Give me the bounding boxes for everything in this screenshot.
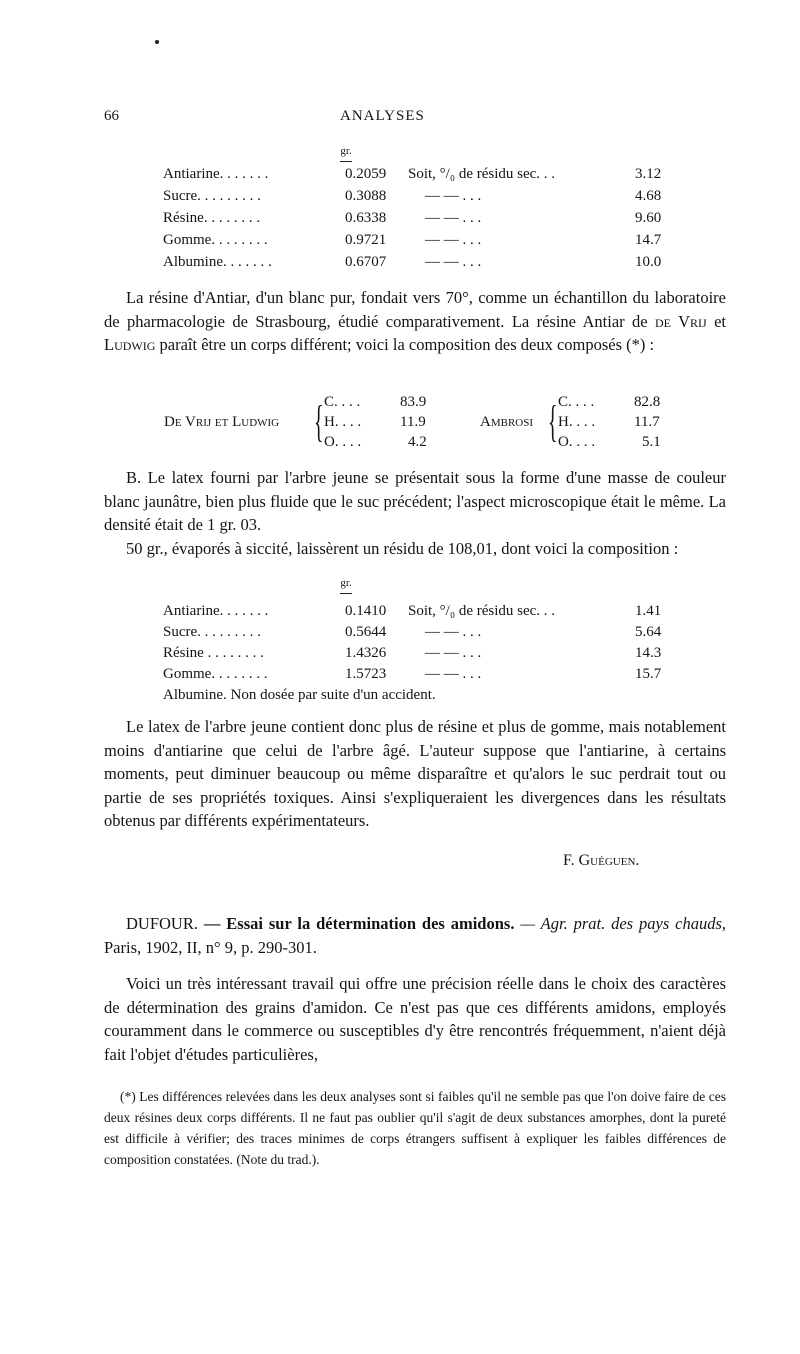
compound-name: Albumine. . . . . . . <box>163 254 272 270</box>
compound-value: 0.2059 <box>345 166 387 182</box>
element-label: O. . . . <box>558 434 596 450</box>
compound-value: 0.5644 <box>345 624 387 640</box>
compound-name: Gomme. . . . . . . . <box>163 232 268 248</box>
element-label: H. . . . <box>324 414 362 430</box>
compound-value: 0.9721 <box>345 232 387 248</box>
paragraph-amidons: Voici un très intéressant travail qui offre une précision réelle dans le choix des caractères de détermination des grains d'amidon. Ce n'est pas que ces différents amidons, employés couramment dans le commerce ou susceptibles d'y être rencontrés fréquemment, n'aient déjà fait l'objet d'études particulières, <box>104 974 726 1064</box>
brace: { <box>548 397 558 446</box>
percent-label: Soit, °/₀ de résidu sec. . . <box>408 166 556 182</box>
compound-value: 1.4326 <box>345 645 387 661</box>
author-name: de Vrij <box>655 311 707 331</box>
composition-right-label: Ambrosi <box>480 414 534 430</box>
percent-label: — — . . . <box>425 645 482 661</box>
compound-value: 0.1410 <box>345 603 387 619</box>
element-value: 11.9 <box>400 414 426 430</box>
compound-value: 0.6707 <box>345 254 387 270</box>
text-run: et <box>706 311 726 331</box>
page-header <box>104 108 726 132</box>
percent-value: 1.41 <box>635 603 662 619</box>
unit-label: gr. <box>340 577 352 589</box>
percent-value: 3.12 <box>635 166 662 182</box>
paragraph-resin <box>104 286 726 357</box>
page-number: 66 <box>104 108 119 124</box>
brace: { <box>314 397 324 446</box>
compound-value: 0.6338 <box>345 210 387 226</box>
unit-header <box>340 146 352 162</box>
unit-label: gr. <box>340 145 352 157</box>
unit-header <box>340 578 352 594</box>
text-run: paraît être un corps différent; voici la composition des deux composés (*) : <box>155 335 655 354</box>
element-value: 83.9 <box>400 394 427 410</box>
footnote: (*) Les différences relevées dans les deux analyses sont si faibles qu'il ne semble pas que l'on doive faire de ces deux résines deux corps différents. Il ne faut pas oublier qu'il s'agit de deux substances amorphes, dont la pureté est difficile à vérifier; des traces minimes de corps étrangers suffisent à expliquer les faibles différences de composition constatées. (Note du trad.). <box>104 1089 726 1167</box>
review-heading <box>104 912 726 959</box>
element-value: 4.2 <box>408 434 427 450</box>
percent-value: 5.64 <box>635 624 662 640</box>
paragraph-evaporation: 50 gr., évaporés à siccité, laissèrent un résidu de 108,01, dont voici la composition : <box>126 539 679 558</box>
percent-value: 14.7 <box>635 232 662 248</box>
element-value: 82.8 <box>634 394 661 410</box>
percent-value: 4.68 <box>635 188 662 204</box>
compound-name: Sucre. . . . . . . . . <box>163 188 261 204</box>
compound-name: Gomme. . . . . . . . <box>163 666 268 682</box>
percent-label: Soit, °/₀ de résidu sec. . . <box>408 603 556 619</box>
percent-label: — — . . . <box>425 666 482 682</box>
review-details: Paris, 1902, II, n° 9, p. 290-301. <box>104 937 317 957</box>
element-value: 11.7 <box>634 414 660 430</box>
element-label: C. . . . <box>558 394 595 410</box>
element-label: O. . . . <box>324 434 362 450</box>
compound-value: 1.5723 <box>345 666 387 682</box>
percent-value: 10.0 <box>635 254 662 270</box>
analysis-table-2 <box>163 603 693 703</box>
compound-name: Antiarine. . . . . . . <box>163 603 269 619</box>
speck-mark <box>155 40 159 44</box>
analysis-table-1 <box>163 166 693 282</box>
element-label: H. . . . <box>558 414 596 430</box>
composition-left-label: De Vrij et Ludwig <box>164 414 280 430</box>
compound-name: Antiarine. . . . . . . <box>163 166 269 182</box>
percent-label: — — . . . <box>425 210 482 226</box>
compound-value: 0.3088 <box>345 188 387 204</box>
composition-comparison <box>140 394 700 460</box>
percent-label: — — . . . <box>425 188 482 204</box>
paragraph-conclusion: Le latex de l'arbre jeune contient donc plus de résine et plus de gomme, mais notablement moins d'antiarine que celui de l'arbre âgé. L'auteur suppose que l'antiarine, à certains moments, peut diminuer beaucoup ou même disparaître et qu'alors le suc perdrait tout ou partie de ses propriétés toxiques. Ainsi s'expliqueraient les divergences dans les résultats obtenus par différents expérimentateurs. <box>104 717 726 830</box>
compound-name: Résine . . . . . . . . <box>163 645 264 661</box>
running-title: ANALYSES <box>340 108 425 124</box>
compound-name: Sucre. . . . . . . . . <box>163 624 261 640</box>
percent-label: — — . . . <box>425 232 482 248</box>
element-label: C. . . . <box>324 394 361 410</box>
review-journal: — Agr. prat. des pays chauds, <box>520 914 727 933</box>
percent-value: 15.7 <box>635 666 662 682</box>
review-title: — Essai sur la détermination des amidons. <box>203 914 515 933</box>
compound-name: Résine. . . . . . . . <box>163 210 261 226</box>
percent-value: 14.3 <box>635 645 662 661</box>
percent-label: — — . . . <box>425 624 482 640</box>
signature: F. Guéguen. <box>563 852 640 869</box>
paragraph-latex: B. Le latex fourni par l'arbre jeune se présentait sous la forme d'une masse de couleur blanc jaunâtre, bien plus fluide que le suc précédent; l'aspect microscopique était le même. La densité était de 1 gr. 03. <box>104 468 726 534</box>
percent-value: 9.60 <box>635 210 662 226</box>
text-run: La résine d'Antiar, d'un blanc pur, fondait vers 70°, comme un échantillon du laboratoire de pharmacologie de Strasbourg, étudié comparativement. La résine Antiar de <box>104 288 726 331</box>
percent-label: — — . . . <box>425 254 482 270</box>
albumine-note: Albumine. Non dosée par suite d'un accident. <box>163 687 436 703</box>
author-name: Ludwig <box>104 335 156 354</box>
review-author: DUFOUR. <box>126 914 198 933</box>
element-value: 5.1 <box>642 434 661 450</box>
